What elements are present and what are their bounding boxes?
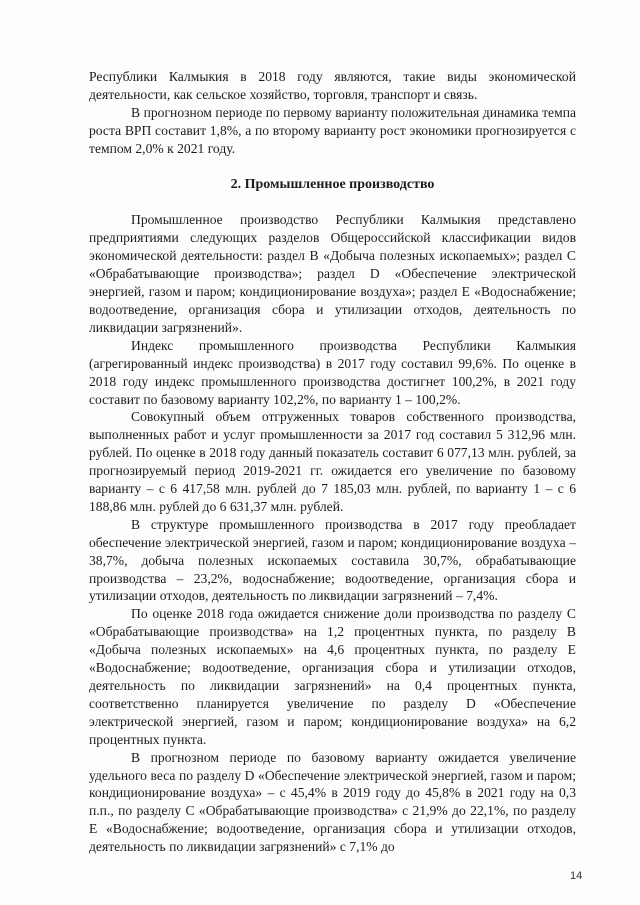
page-number: 14 <box>570 870 583 882</box>
paragraph-2: Индекс промышленного производства Республики Калмыкия (агрегированный индекс производства) в 2017 году составил 99,6%. По оценке в 2018 году индекс промышленного производства достигнет 100,2%, в 2021 году составит по базовому варианту 102,2%, по варианту 1 – 100,2%. <box>89 337 576 407</box>
paragraph-5: По оценке 2018 года ожидается снижение доли производства по разделу C «Обрабатывающие производства» на 1,2 процентных пункта, по разделу B «Добыча полезных ископаемых» на 4,6 процентных пункта, по разделу E «Водоснабжение; водоотведение, организация сбора и утилизации отходов, деятельность по ликвидации загрязнений» на 0,4 процентных пункта, соответственно планируется увеличение по разделу D «Обеспечение электрической энергией, газом и паром; кондиционирование воздуха» на 6,2 процентных пункта. <box>89 606 576 747</box>
paragraph-4: В структуре промышленного производства в 2017 году преобладает обеспечение электрической энергией, газом и паром; кондиционирование воздуха – 38,7%, добыча полезных ископаемых составила 30,7%, обрабатывающие производства – 23,2%, водоснабжение; водоотведение, организация сбора и утилизации отходов, деятельность по ликвидации загрязнений – 7,4%. <box>89 516 576 604</box>
paragraph-6: В прогнозном периоде по базовому варианту ожидается увеличение удельного веса по разделу D «Обеспечение электрической энергией, газом и паром; кондиционирование воздуха» – с 45,4% в 2019 году до 45,8% в 2021 году на 0,3 п.п., по разделу C «Обрабатывающие производства» с 21,9% до 22,1%, по разделу E «Водоснабжение; водоотведение, организация сбора и утилизации отходов, деятельность по ликвидации загрязнений» с 7,1% до <box>89 749 576 855</box>
paragraph-before-2: В прогнозном периоде по первому варианту положительная динамика темпа роста ВРП составит 1,8%, а по второму варианту рост экономики прогнозируется с темпом 2,0% к 2021 году. <box>89 104 576 156</box>
paragraph-before-1: Республики Калмыкия в 2018 году являются, такие виды экономической деятельности, как сельское хозяйство, торговля, транспорт и связь. <box>89 69 576 102</box>
paragraph-3: Совокупный объем отгруженных товаров собственного производства, выполненных работ и услуг промышленности за 2017 год составил 5 312,96 млн. рублей. По оценке в 2018 году данный показатель составит 6 077,13 млн. рублей, за прогнозируемый период 2019-2021 гг. ожидается его увеличение по базовому варианту – с 6 417,58 млн. рублей до 7 185,03 млн. рублей, по варианту 1 – с 6 188,86 млн. рублей до 6 631,37 млн. рублей. <box>89 409 576 514</box>
section-heading: 2. Промышленное производство <box>230 176 435 192</box>
paragraph-1: Промышленное производство Республики Калмыкия представлено предприятиями следующих разделов Общероссийской классификации видов экономической деятельности: раздел B «Добыча полезных ископаемых»; раздел C «Обрабатывающие производства»; раздел D «Обеспечение электрической энергией, газом и паром; кондиционирование воздуха»; раздел E «Водоснабжение; водоотведение, организация сбора и утилизации отходов, деятельность по ликвидации загрязнений». <box>89 212 576 335</box>
page-content <box>89 68 576 856</box>
